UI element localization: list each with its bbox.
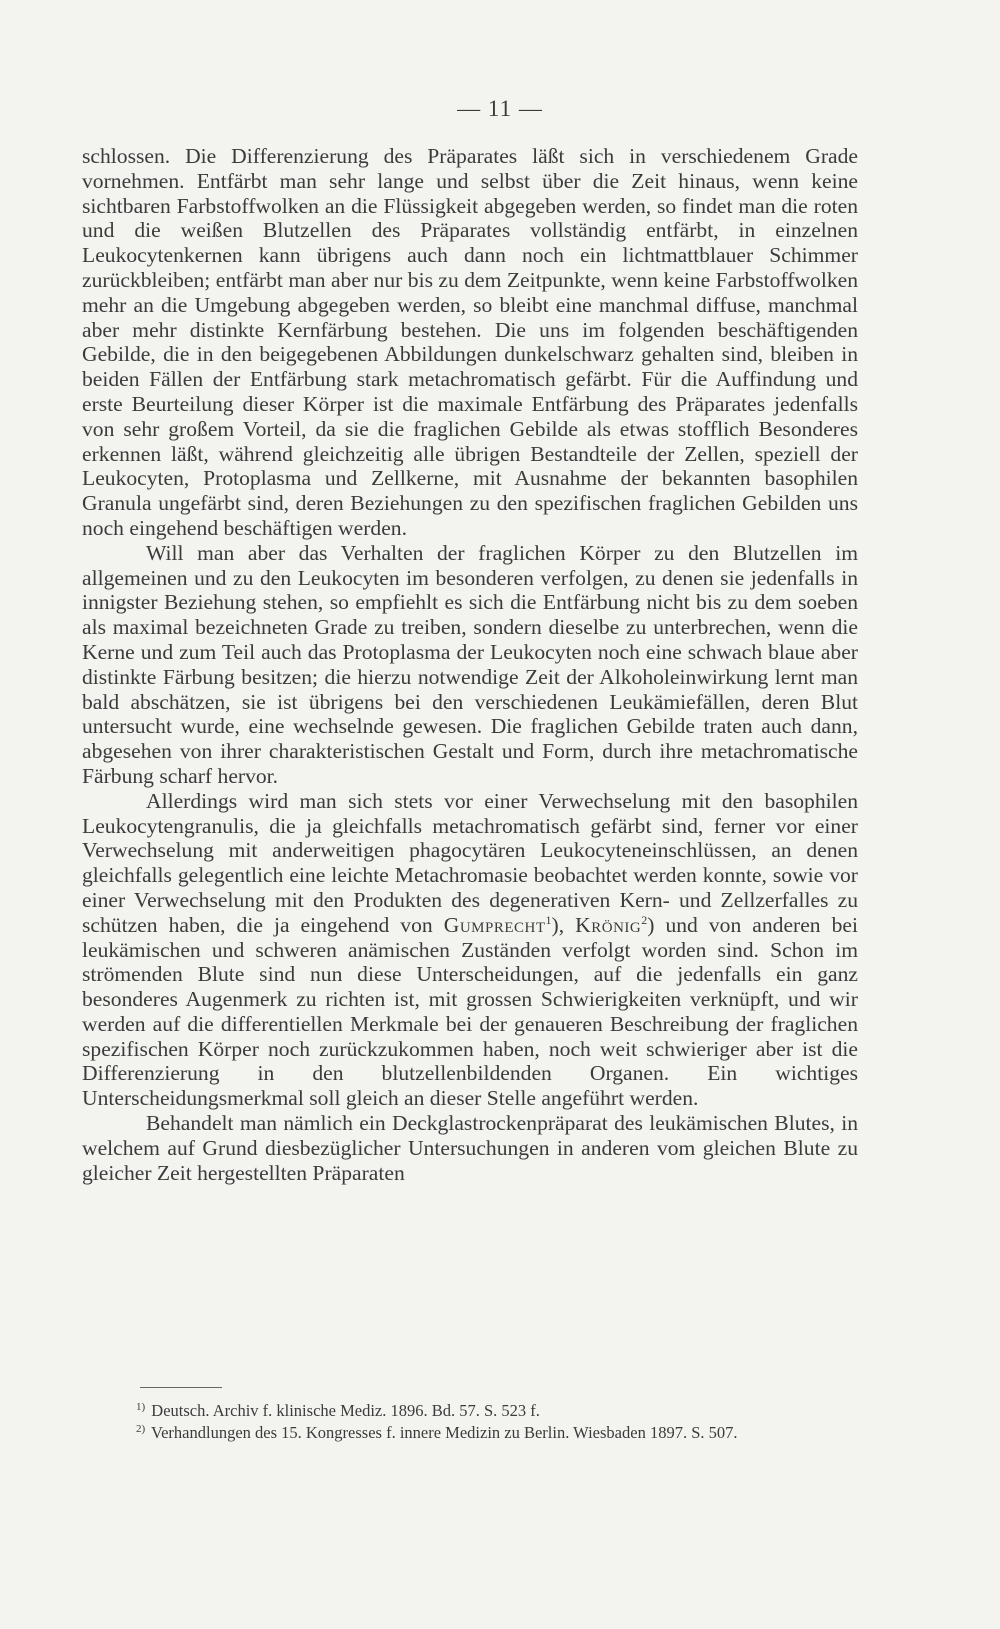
author-gumprecht: Gumprecht	[443, 912, 546, 937]
footnote-2	[78, 1422, 858, 1444]
paragraph-3-text-start: Allerdings wird man sich stets vor einer Verwechselung mit den basophilen Leukocytengranulis, die ja gleichfalls metachromatisch gefärbt sind, ferner vor einer Verwechselung mit anderweitigen phagocytären Leukocyteneinschlüssen, an denen gleichfalls gelegentlich eine leichte Metachromasie beobachtet werden konnte, sowie vor einer Verwechselung mit den Produkten des degenerativen Kern- und Zellzerfalles zu schützen haben, die ja eingehend von	[82, 788, 858, 937]
paragraph-3-text-end: ) und von anderen bei leukämischen und schweren anämischen Zuständen verfolgt worden sind. Schon im strömenden Blute sind nun diese Unterscheidungen, auf die jedenfalls ein ganz besonderes Augenmerk zu richten ist, mit grossen Schwierigkeiten verknüpft, und wir werden auf die differentiellen Merkmale bei der genaueren Beschreibung der fraglichen spezifischen Körper noch zurückzukommen haben, noch weit schwieriger aber ist die Differenzierung in den blutzellenbildenden Organen. Ein wichtiges Unterscheidungsmerkmal soll gleich an dieser Stelle angeführt werden.	[82, 912, 859, 1111]
footnote-divider	[140, 1387, 222, 1388]
footnotes	[78, 1400, 858, 1444]
footnote-ref-2: 2	[641, 912, 648, 927]
paragraph-3-text-mid: ),	[551, 912, 576, 937]
footnote-2-text: Verhandlungen des 15. Kongresses f. innere Medizin zu Berlin. Wiesbaden 1897. S. 507.	[151, 1423, 738, 1442]
paragraph-2: Will man aber das Verhalten der fraglichen Körper zu den Blutzellen im allgemeinen und zu den Leukocyten im besonderen verfolgen, zu denen sie jedenfalls in innigster Beziehung stehen, so empfiehlt es sich die Entfärbung nicht bis zu dem soeben als maximal bezeichneten Grade zu treiben, sondern dieselbe zu unterbrechen, wenn die Kerne und zum Teil auch das Protoplasma der Leukocyten noch eine schwach blaue aber distinkte Färbung besitzen; die hierzu notwendige Zeit der Alkoholeinwirkung lernt man bald abschätzen, sie ist übrigens bei den verschiedenen Leukämiefällen, deren Blut untersucht wurde, eine wechselnde gewesen. Die fraglichen Gebilde traten auch dann, abgesehen von ihrer charakteristischen Gestalt und Form, durch ihre metachromatische Färbung scharf hervor.	[82, 540, 858, 788]
paragraph-1: schlossen. Die Differenzierung des Präparates läßt sich in verschiedenem Grade vornehmen. Entfärbt man sehr lange und selbst über die Zeit hinaus, wenn keine sichtbaren Farbstoffwolken an die Flüssigkeit abgegeben werden, so findet man die roten und die weißen Blutzellen des Präparates vollständig entfärbt, in einzelnen Leukocytenkernen kann übrigens auch dann noch ein lichtmattblauer Schimmer zurückbleiben; entfärbt man aber nur bis zu dem Zeitpunkte, wenn keine Farbstoffwolken mehr an die Umgebung abgegeben werden, so bleibt eine manchmal diffuse, manchmal aber mehr distinkte Kernfärbung bestehen. Die uns im folgenden beschäftigenden Gebilde, die in den beigegebenen Abbildungen dunkelschwarz gehalten sind, bleiben in beiden Fällen der Entfärbung stark metachromatisch gefärbt. Für die Auffindung und erste Beurteilung dieser Körper ist die maximale Entfärbung des Präparates jedenfalls von sehr großem Vorteil, da sie die fraglichen Gebilde als etwas stofflich Besonderes erkennen läßt, während gleichzeitig alle übrigen Bestandteile der Zellen, speziell der Leukocyten, Protoplasma und Zellkerne, mit Ausnahme der bekannten basophilen Granula ungefärbt sind, deren Beziehungen zu den spezifischen fraglichen Gebilden uns noch eingehend beschäftigen werden.	[82, 144, 858, 540]
footnote-ref-1: 1	[545, 912, 552, 927]
footnote-1-text: Deutsch. Archiv f. klinische Mediz. 1896. Bd. 57. S. 523 f.	[151, 1401, 540, 1420]
footnote-2-mark: 2)	[136, 1422, 146, 1435]
body-text	[82, 144, 858, 1185]
paragraph-4: Behandelt man nämlich ein Deckglastrockenpräparat des leukämischen Blutes, in welchem auf Grund diesbezüglicher Untersuchungen in anderen vom gleichen Blute zu gleicher Zeit hergestellten Präparaten	[82, 1111, 858, 1185]
footnote-1-mark: 1)	[136, 1400, 146, 1413]
page-number: — 11 —	[457, 96, 543, 121]
author-kroenig: Krönig	[575, 912, 642, 937]
footnote-1	[78, 1400, 858, 1422]
paragraph-3	[82, 789, 858, 1111]
